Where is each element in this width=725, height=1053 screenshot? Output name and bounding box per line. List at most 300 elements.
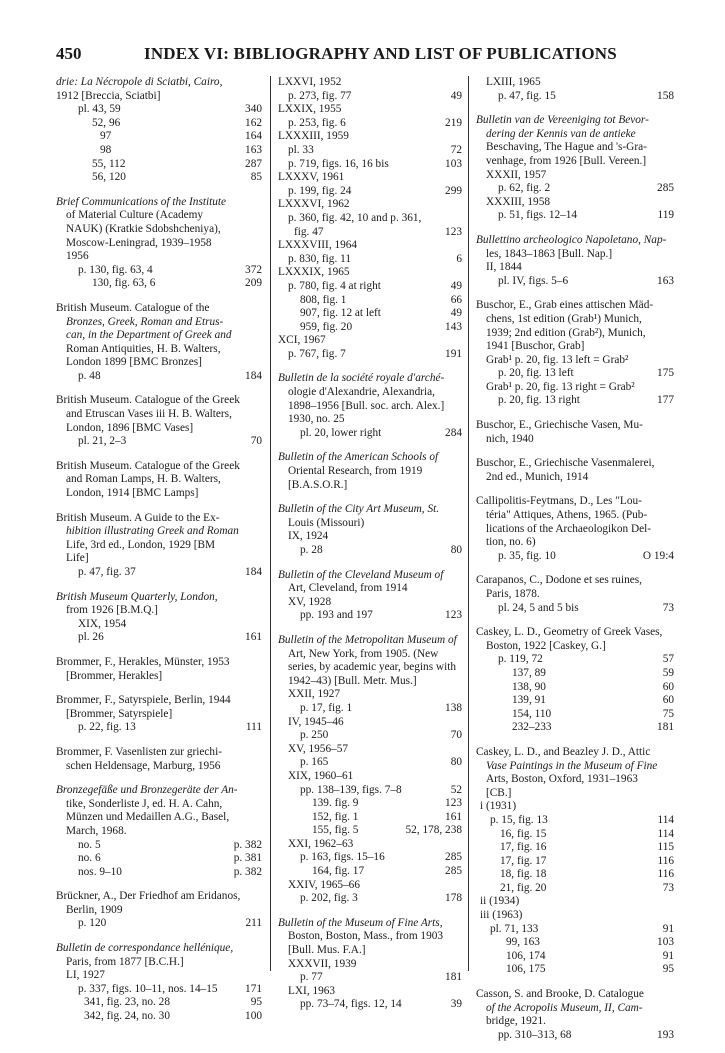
entry-line xyxy=(56,604,262,618)
entry-line xyxy=(56,618,262,632)
entry-text: p. 20, fig. 13 right xyxy=(498,394,580,407)
entry-line xyxy=(278,729,462,743)
entry-line xyxy=(56,435,262,449)
index-entry xyxy=(476,114,674,223)
entry-text: [Brommer, Herakles] xyxy=(66,669,163,682)
entry-line xyxy=(476,602,674,616)
entry-text: Buschor, E., Grab eines attischen Mäd- xyxy=(476,299,654,312)
entry-line xyxy=(476,261,674,275)
page-reference: 123 xyxy=(445,797,462,810)
entry-text: LXIII, 1965 xyxy=(486,76,541,88)
entry-line xyxy=(278,688,462,702)
entry-line xyxy=(56,302,262,316)
entry-text: p. 130, fig. 63, 4 xyxy=(78,263,153,276)
entry-line xyxy=(56,117,262,131)
entry-text: Art, New York, from 1905. (New xyxy=(288,647,439,660)
entry-text: XXXII, 1957 xyxy=(486,168,547,181)
entry-line xyxy=(476,828,674,842)
entry-text: p. 47, fig. 15 xyxy=(498,89,556,102)
entry-text: from 1926 [B.M.Q.] xyxy=(66,604,158,617)
entry-line xyxy=(56,996,262,1010)
entry-text: p. 253, fig. 6 xyxy=(288,116,346,129)
entry-line xyxy=(56,591,262,605)
entry-line xyxy=(278,917,462,931)
entry-line xyxy=(476,248,674,262)
entry-line xyxy=(56,890,262,904)
entry-line xyxy=(56,798,262,812)
index-entry xyxy=(278,372,462,440)
entry-text: of Material Culture (Academy xyxy=(66,209,204,222)
entry-text: Bulletin of the Cleveland Museum of xyxy=(278,568,444,581)
entry-text: 232–233 xyxy=(512,721,552,734)
entry-line xyxy=(476,433,674,447)
page-reference: 175 xyxy=(657,367,674,380)
entry-line xyxy=(56,408,262,422)
entry-line xyxy=(278,503,462,517)
page-reference: 285 xyxy=(445,851,462,864)
entry-text: British Museum Quarterly, London, xyxy=(56,590,218,603)
entry-text: Casson, S. and Brooke, D. Catalogue xyxy=(476,988,644,1001)
entry-line xyxy=(476,419,674,433)
entry-text: tike, Sonderliste J, ed. H. A. Cahn, xyxy=(66,797,223,810)
entry-text: Caskey, L. D., and Beazley J. D., Attic xyxy=(476,745,651,758)
entry-line xyxy=(56,487,262,501)
entry-text: XIX, 1960–61 xyxy=(288,769,354,782)
entry-text: p. 163, figs. 15–16 xyxy=(300,851,385,864)
entry-line xyxy=(278,386,462,400)
entry-text: Brommer, F. Vasenlisten zur griechi- xyxy=(56,745,222,758)
entry-line xyxy=(56,237,262,251)
index-entry xyxy=(56,302,262,384)
entry-text: 130, fig. 63, 6 xyxy=(92,277,156,290)
entry-line xyxy=(476,681,674,695)
entry-text: p. 830, fig. 11 xyxy=(288,252,351,265)
entry-line xyxy=(278,675,462,689)
entry-text: pl. 43, 59 xyxy=(78,103,121,116)
entry-line xyxy=(476,814,674,828)
entry-text: 155, fig. 5 xyxy=(312,824,359,837)
entry-line xyxy=(278,212,462,226)
page-reference: 95 xyxy=(662,963,674,976)
entry-line xyxy=(56,656,262,670)
entry-line xyxy=(278,797,462,811)
entry-line xyxy=(476,746,674,760)
entry-text: British Museum. Catalogue of the Greek xyxy=(56,459,240,472)
entry-text: p. 767, fig. 7 xyxy=(288,347,346,360)
entry-text: XXI, 1962–63 xyxy=(288,837,354,850)
index-entry xyxy=(476,234,674,288)
entry-line xyxy=(476,128,674,142)
entry-line xyxy=(476,721,674,735)
page-reference: 285 xyxy=(445,865,462,878)
entry-text: p. 47, fig. 37 xyxy=(78,566,136,578)
entry-text: Bronzegefäße und Bronzegeräte der An- xyxy=(56,784,238,797)
page-reference: 191 xyxy=(445,347,462,360)
entry-line xyxy=(476,760,674,774)
entry-text: p. 119, 72 xyxy=(498,653,543,666)
entry-text: IV, 1945–46 xyxy=(288,715,344,728)
entry-line xyxy=(278,998,462,1012)
entry-text: Buschor, E., Griechische Vasen, Mu- xyxy=(476,419,643,432)
entry-line xyxy=(56,969,262,983)
entry-text: LXXXV, 1961 xyxy=(278,171,345,184)
entry-text: [Bull. Mus. F.A.] xyxy=(288,944,366,957)
entry-line xyxy=(476,640,674,654)
entry-text: p. 15, fig. 13 xyxy=(490,813,548,826)
page-reference: 143 xyxy=(445,320,462,333)
entry-line xyxy=(278,985,462,999)
entry-text: XIX, 1954 xyxy=(78,617,127,630)
entry-text: LXXIX, 1955 xyxy=(278,103,342,116)
entry-line xyxy=(278,76,462,90)
entry-line xyxy=(56,343,262,357)
entry-text: Moscow-Leningrad, 1939–1958 xyxy=(66,236,212,249)
page-reference: 73 xyxy=(662,881,674,894)
entry-line xyxy=(56,370,262,384)
page-reference: 6 xyxy=(456,252,462,265)
entry-line xyxy=(476,536,674,550)
page-reference: 184 xyxy=(245,369,262,382)
entry-text: of the Acropolis Museum, II, Cam- xyxy=(486,1001,643,1014)
entry-line xyxy=(278,321,462,335)
page-reference: 178 xyxy=(445,892,462,905)
entry-text: British Museum. A Guide to the Ex- xyxy=(56,511,220,524)
index-column-2 xyxy=(278,76,462,1023)
page-reference: 114 xyxy=(657,827,674,840)
entry-text: pl. 21, 2–3 xyxy=(78,435,127,448)
entry-line xyxy=(476,90,674,104)
entry-line xyxy=(476,988,674,1002)
entry-line xyxy=(56,784,262,798)
entry-line xyxy=(278,865,462,879)
entry-text: 154, 110 xyxy=(512,707,552,720)
entry-line xyxy=(278,824,462,838)
page-reference: O 19:4 xyxy=(642,549,674,562)
entry-line xyxy=(56,694,262,708)
entry-text: XV, 1928 xyxy=(288,595,332,608)
entry-text: XXIV, 1965–66 xyxy=(288,878,360,891)
entry-line xyxy=(278,451,462,465)
entry-line xyxy=(56,130,262,144)
entry-line xyxy=(278,569,462,583)
page-reference: 91 xyxy=(662,922,674,935)
index-entry xyxy=(476,626,674,735)
page-reference: 100 xyxy=(245,1010,262,1023)
entry-text: p. 250 xyxy=(300,729,329,742)
entry-line xyxy=(476,394,674,408)
entry-text: 106, 174 xyxy=(506,949,546,962)
entry-text: 959, fig. 20 xyxy=(300,320,353,333)
entry-text: 99, 163 xyxy=(506,936,540,949)
column-divider xyxy=(468,76,469,971)
entry-line xyxy=(278,784,462,798)
entry-text: tion, no. 6) xyxy=(486,536,536,549)
page-reference: 111 xyxy=(245,721,262,734)
entry-line xyxy=(476,855,674,869)
index-entry xyxy=(56,784,262,879)
entry-line xyxy=(56,76,262,90)
page-reference: 73 xyxy=(662,601,674,614)
entry-text: drie: La Nécropole di Sciatbi, Cairo, xyxy=(56,76,223,88)
entry-text: Brückner, A., Der Friedhof am Eridanos, xyxy=(56,890,241,903)
index-entry xyxy=(476,495,674,563)
entry-line xyxy=(56,983,262,997)
entry-text: XXXVII, 1939 xyxy=(288,957,357,970)
entry-line xyxy=(476,923,674,937)
entry-text: p. 48 xyxy=(78,369,101,382)
entry-text: Brief Communications of the Institute xyxy=(56,195,227,208)
page-reference: 57 xyxy=(662,653,674,666)
entry-text: LXXXIX, 1965 xyxy=(278,266,350,279)
entry-text: schen Heldensage, Marburg, 1956 xyxy=(66,759,221,772)
entry-text: pp. 310–313, 68 xyxy=(498,1028,572,1041)
column-divider xyxy=(270,76,271,971)
entry-text: i (1931) xyxy=(480,800,517,813)
entry-text: 341, fig. 23, no. 28 xyxy=(84,996,170,1009)
entry-line xyxy=(476,800,674,814)
entry-line xyxy=(56,670,262,684)
entry-text: nich, 1940 xyxy=(486,432,534,445)
page-reference: 171 xyxy=(245,982,262,995)
entry-line xyxy=(476,313,674,327)
entry-text: p. 780, fig. 4 at right xyxy=(288,279,381,292)
entry-text: XV, 1956–57 xyxy=(288,742,349,755)
entry-line xyxy=(278,582,462,596)
entry-text: XXXIII, 1958 xyxy=(486,195,551,208)
entry-text: Berlin, 1909 xyxy=(66,903,123,916)
entry-line xyxy=(278,427,462,441)
entry-text: Beschaving, The Hague and 's-Gra- xyxy=(486,141,647,154)
page-reference: 91 xyxy=(662,949,674,962)
entry-text: London, 1896 [BMC Vases] xyxy=(66,421,194,434)
page-reference: 114 xyxy=(657,813,674,826)
entry-text: Louis (Missouri) xyxy=(288,516,365,529)
entry-text: II, 1844 xyxy=(486,261,522,274)
entry-line xyxy=(278,743,462,757)
entry-line xyxy=(278,770,462,784)
entry-line xyxy=(476,882,674,896)
entry-text: 137, 89 xyxy=(512,666,546,679)
page-reference: 60 xyxy=(662,694,674,707)
entry-line xyxy=(56,566,262,580)
entry-text: and Etruscan Vases iii H. B. Walters, xyxy=(66,408,232,421)
entry-line xyxy=(56,708,262,722)
index-entry xyxy=(278,634,462,906)
entry-text: London 1899 [BMC Bronzes] xyxy=(66,356,202,369)
index-entry xyxy=(476,574,674,615)
entry-text: p. 165 xyxy=(300,756,329,769)
entry-line xyxy=(278,596,462,610)
page-reference: 285 xyxy=(657,182,674,195)
entry-text: British Museum. Catalogue of the xyxy=(56,301,210,314)
index-entry xyxy=(56,460,262,501)
entry-text: 1930, no. 25 xyxy=(288,413,345,426)
entry-line xyxy=(278,130,462,144)
entry-line xyxy=(278,716,462,730)
entry-line xyxy=(476,773,674,787)
page-reference: 66 xyxy=(450,293,462,306)
entry-line xyxy=(278,661,462,675)
entry-line xyxy=(278,117,462,131)
entry-text: 16, fig. 15 xyxy=(500,827,547,840)
page-reference: 49 xyxy=(450,89,462,102)
entry-text: [Brommer, Satyrspiele] xyxy=(66,707,173,720)
entry-text: p. 20, fig. 13 left xyxy=(498,367,574,380)
page-reference: 115 xyxy=(657,841,674,854)
entry-line xyxy=(476,169,674,183)
entry-text: IX, 1924 xyxy=(288,530,329,543)
index-entry xyxy=(56,746,262,773)
entry-text: LXXXIII, 1959 xyxy=(278,130,349,143)
entry-line xyxy=(476,76,674,90)
entry-text: 1912 [Breccia, Sciatbi] xyxy=(56,89,161,102)
entry-text: 1942–43) [Bull. Metr. Mus.] xyxy=(288,674,417,687)
entry-line xyxy=(476,523,674,537)
entry-text: Grab¹ p. 20, fig. 13 right = Grab² xyxy=(486,380,635,393)
index-entry xyxy=(476,419,674,446)
entry-line xyxy=(56,811,262,825)
entry-line xyxy=(56,250,262,264)
entry-text: 164, fig. 17 xyxy=(312,865,365,878)
entry-text: Life, 3rd ed., London, 1929 [BM xyxy=(66,538,216,551)
entry-line xyxy=(56,942,262,956)
entry-line xyxy=(278,892,462,906)
entry-line xyxy=(476,367,674,381)
index-column-1 xyxy=(56,76,262,1035)
entry-text: p. 273, fig. 77 xyxy=(288,89,352,102)
entry-line xyxy=(476,114,674,128)
entry-text: Brommer, F., Satyrspiele, Berlin, 1944 xyxy=(56,694,231,707)
index-entry xyxy=(476,299,674,408)
entry-line xyxy=(278,756,462,770)
index-entry xyxy=(56,76,262,185)
entry-line xyxy=(476,868,674,882)
entry-line xyxy=(56,721,262,735)
entry-line xyxy=(476,667,674,681)
index-entry xyxy=(56,656,262,683)
entry-text: LXXXVIII, 1964 xyxy=(278,239,358,252)
entry-line xyxy=(476,574,674,588)
entry-text: Bulletin van de Vereeniging tot Bevor- xyxy=(476,114,649,127)
entry-text: LXXVI, 1952 xyxy=(278,76,342,88)
entry-text: NAUK) (Kratkie Sdobshcheniya), xyxy=(66,222,221,235)
entry-line xyxy=(476,182,674,196)
entry-line xyxy=(56,825,262,839)
entry-text: Bronzes, Greek, Roman and Etrus- xyxy=(66,315,224,328)
entry-line xyxy=(56,223,262,237)
entry-line xyxy=(56,473,262,487)
page-reference: 372 xyxy=(245,263,262,276)
entry-line xyxy=(56,956,262,970)
page-reference: 52 xyxy=(450,783,462,796)
entry-text: 139. fig. 9 xyxy=(312,797,359,810)
entry-line xyxy=(278,851,462,865)
entry-line xyxy=(476,787,674,801)
entry-line xyxy=(56,525,262,539)
entry-line xyxy=(476,936,674,950)
page-reference: 299 xyxy=(445,184,462,197)
index-entry xyxy=(278,76,462,361)
entry-text: p. 202, fig. 3 xyxy=(300,892,358,905)
entry-text: pl. 20, lower right xyxy=(300,426,382,439)
entry-line xyxy=(278,185,462,199)
entry-text: ii (1934) xyxy=(480,895,520,908)
entry-line xyxy=(278,609,462,623)
entry-line xyxy=(278,144,462,158)
index-entry xyxy=(56,694,262,735)
entry-text: lications of the Archaeologikon Del- xyxy=(486,522,652,535)
entry-line xyxy=(476,509,674,523)
entry-line xyxy=(476,327,674,341)
entry-text: Buschor, E., Griechische Vasenmalerei, xyxy=(476,457,655,470)
entry-text: 1898–1956 [Bull. soc. arch. Alex.] xyxy=(288,399,445,412)
entry-line xyxy=(278,517,462,531)
entry-line xyxy=(56,552,262,566)
entry-text: 21, fig. 20 xyxy=(500,881,547,894)
entry-line xyxy=(476,588,674,602)
entry-text: and Roman Lamps, H. B. Walters, xyxy=(66,473,221,486)
entry-text: pl. IV, figs. 5–6 xyxy=(498,274,569,287)
entry-line xyxy=(476,155,674,169)
page-reference: 72 xyxy=(450,143,462,156)
entry-text: 106, 175 xyxy=(506,963,546,976)
entry-line xyxy=(476,457,674,471)
entry-text: Bullettino archeologico Napoletano, Nap- xyxy=(476,233,667,246)
entry-text: 907, fig. 12 at left xyxy=(300,307,381,320)
page-reference: 181 xyxy=(445,971,462,984)
entry-line xyxy=(476,1002,674,1016)
entry-text: 17, fig. 16 xyxy=(500,841,547,854)
entry-line xyxy=(278,930,462,944)
entry-text: series, by academic year, begins with xyxy=(288,661,456,674)
index-entry xyxy=(56,512,262,580)
entry-text: Bulletin of the Museum of Fine Arts, xyxy=(278,916,443,929)
entry-text: Carapanos, C., Dodone et ses ruines, xyxy=(476,574,642,587)
entry-line xyxy=(278,171,462,185)
entry-text: no. 6 xyxy=(78,852,101,865)
index-column-3 xyxy=(476,76,674,1053)
entry-text: p. 199, fig. 24 xyxy=(288,184,352,197)
entry-line xyxy=(476,1029,674,1043)
entry-text: hibition illustrating Greek and Roman xyxy=(66,525,239,538)
entry-line xyxy=(56,277,262,291)
index-entry xyxy=(56,394,262,448)
page-reference: 49 xyxy=(450,279,462,292)
entry-text: p. 719, figs. 16, 16 bis xyxy=(288,157,389,170)
entry-text: 55, 112 xyxy=(92,157,126,170)
entry-line xyxy=(476,495,674,509)
entry-line xyxy=(278,944,462,958)
entry-line xyxy=(56,1010,262,1024)
page-reference: 161 xyxy=(245,631,262,644)
entry-text: venhage, from 1926 [Bull. Vereen.] xyxy=(486,154,647,167)
page-reference: 209 xyxy=(245,277,262,290)
page-reference: 60 xyxy=(662,680,674,693)
entry-line xyxy=(56,746,262,760)
entry-line xyxy=(476,626,674,640)
entry-line xyxy=(56,866,262,880)
entry-text: 18, fig. 18 xyxy=(500,868,547,881)
entry-text: pl. 24, 5 and 5 bis xyxy=(498,601,579,614)
entry-text: 808, fig. 1 xyxy=(300,293,347,306)
entry-line xyxy=(278,413,462,427)
entry-line xyxy=(56,103,262,117)
entry-text: Bulletin of the City Art Museum, St. xyxy=(278,503,440,516)
entry-line xyxy=(476,381,674,395)
index-entry xyxy=(278,917,462,1012)
page-reference: 39 xyxy=(450,998,462,1011)
entry-text: dering der Kennis van de antieke xyxy=(486,127,636,140)
